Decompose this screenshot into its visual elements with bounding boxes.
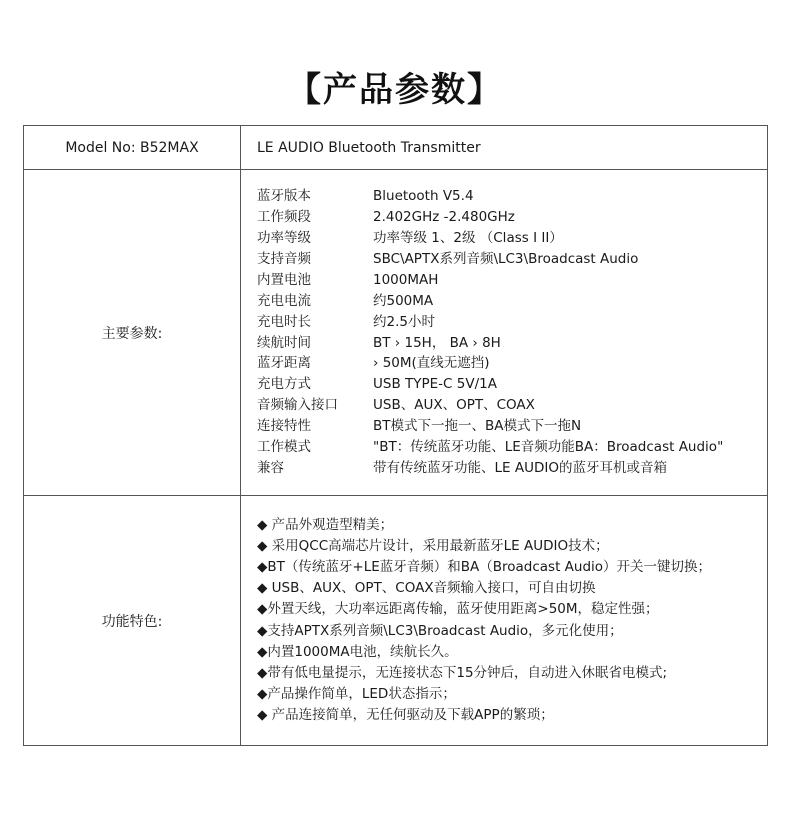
feature-item: ◆外置天线，大功率远距离传输，蓝牙使用距离>50M，稳定性强； (257, 601, 659, 618)
spec-key: 兼容 (257, 459, 284, 476)
spec-key: 充电方式 (257, 376, 311, 393)
spec-key: 内置电池 (257, 271, 311, 288)
feature-item: ◆产品操作简单，LED状态指示； (257, 685, 456, 702)
model-label: Model No: B52MAX (24, 126, 241, 170)
spec-value: Bluetooth V5.4 (373, 188, 474, 205)
spec-key: 工作模式 (257, 439, 311, 456)
spec-list (257, 186, 767, 479)
spec-value: 带有传统蓝牙功能、LE AUDIO的蓝牙耳机或音箱 (373, 459, 667, 476)
feature-list (257, 515, 767, 726)
table-row-model (24, 126, 768, 170)
spec-key: 音频输入接口 (257, 397, 338, 414)
spec-key: 连接特性 (257, 418, 311, 435)
table-row-specs (24, 170, 768, 496)
spec-key: 支持音频 (257, 250, 311, 267)
spec-value: BT模式下一拖一、BA模式下一拖N (373, 418, 582, 435)
feature-item: ◆ 采用QCC高端芯片设计，采用最新蓝牙LE AUDIO技术； (257, 538, 609, 555)
page-title: 【产品参数】 (287, 70, 503, 110)
spec-value: SBC\APTX系列音频\LC3\Broadcast Audio (373, 250, 639, 267)
feature-item: ◆ 产品外观造型精美； (257, 517, 394, 534)
spec-value: › 50M(直线无遮挡) (373, 355, 490, 372)
spec-value: 约2.5小时 (373, 313, 435, 330)
spec-key: 蓝牙距离 (257, 355, 311, 372)
spec-table (23, 125, 768, 746)
specs-label: 主要参数: (24, 170, 241, 496)
feature-item: ◆ USB、AUX、OPT、COAX音频输入接口，可自由切换 (257, 580, 596, 597)
spec-value: 约500MA (373, 292, 434, 309)
spec-value: USB TYPE-C 5V/1A (373, 376, 497, 393)
spec-key: 充电电流 (257, 292, 311, 309)
feature-item: ◆ 产品连接简单，无任何驱动及下载APP的繁琐； (257, 706, 554, 723)
feature-item: ◆内置1000MA电池，续航长久。 (257, 643, 458, 660)
spec-key: 蓝牙版本 (257, 188, 311, 205)
spec-key: 充电时长 (257, 313, 311, 330)
feature-item: ◆BT（传统蓝牙+LE蓝牙音频）和BA（Broadcast Audio）开关一键切换； (257, 559, 712, 576)
spec-value: 2.402GHz -2.480GHz (373, 209, 515, 226)
feature-item: ◆支持APTX系列音频\LC3\Broadcast Audio，多元化使用； (257, 622, 623, 639)
features-label: 功能特色: (24, 496, 241, 746)
model-value: LE AUDIO Bluetooth Transmitter (241, 126, 768, 170)
spec-value: 1000MAH (373, 271, 439, 288)
spec-value: USB、AUX、OPT、COAX (373, 397, 535, 414)
spec-key: 续航时间 (257, 334, 311, 351)
spec-key: 功率等级 (257, 229, 311, 246)
spec-value: "BT：传统蓝牙功能、LE音频功能BA：Broadcast Audio" (373, 439, 724, 456)
spec-key: 工作频段 (257, 209, 311, 226)
spec-value: 功率等级 1、2级 （Class I II） (373, 229, 563, 246)
table-row-features (24, 496, 768, 746)
feature-item: ◆带有低电量提示，无连接状态下15分钟后，自动进入休眠省电模式; (257, 664, 668, 681)
spec-value: BT › 15H， BA › 8H (373, 334, 501, 351)
